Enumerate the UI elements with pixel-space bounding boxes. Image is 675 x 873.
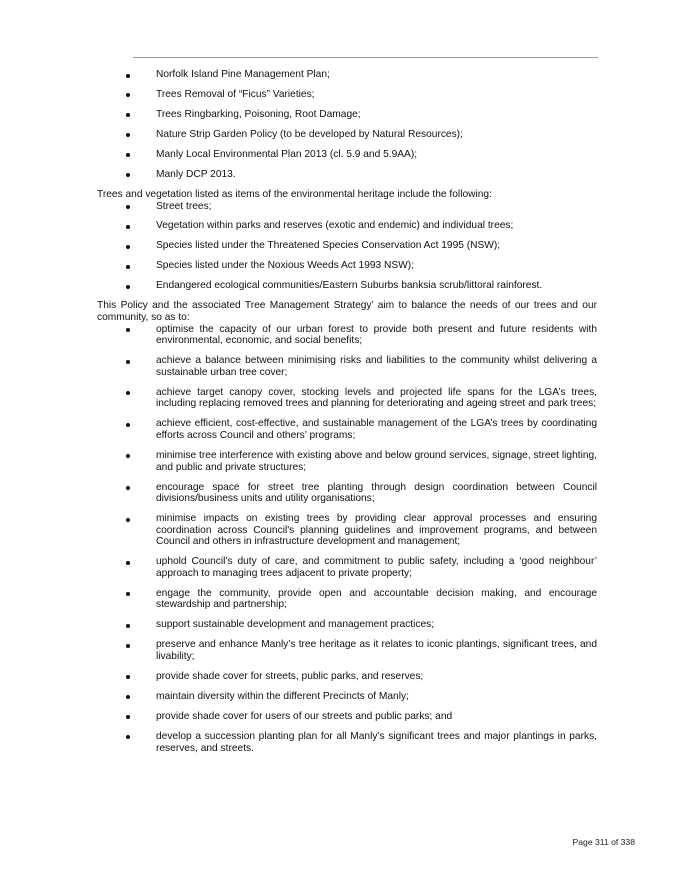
list-item bbox=[97, 711, 597, 723]
bullet-icon bbox=[126, 423, 130, 427]
list-item bbox=[97, 89, 597, 101]
list-item bbox=[97, 639, 597, 662]
bullet-icon bbox=[126, 328, 130, 332]
heritage-intro-paragraph: Trees and vegetation listed as items of the environmental heritage include the following: bbox=[97, 188, 492, 200]
list-item bbox=[97, 513, 597, 548]
list-item-text: Trees Ringbarking, Poisoning, Root Damage; bbox=[156, 108, 361, 120]
policy-aims-paragraph: This Policy and the associated Tree Management Strategy’ aim to balance the needs of our trees and our community, so as to: bbox=[97, 300, 597, 324]
list-item-text: Endangered ecological communities/Eastern Suburbs banksia scrub/littoral rainforest. bbox=[156, 280, 543, 292]
bullet-icon bbox=[126, 695, 130, 699]
list-item-text: engage the community, provide open and accountable decision making, and encourage stewardship and partnership; bbox=[156, 587, 597, 611]
list-item-text: Manly DCP 2013. bbox=[156, 168, 236, 180]
list-item-text: uphold Council’s duty of care, and commitment to public safety, including a ‘good neighbour’ approach to managing trees adjacent to private property; bbox=[156, 556, 597, 579]
list-item-text: Street trees; bbox=[156, 200, 212, 212]
list-item bbox=[97, 418, 597, 441]
list-item bbox=[97, 731, 597, 754]
list-item bbox=[97, 671, 597, 683]
bullet-icon bbox=[126, 173, 130, 177]
list-item bbox=[97, 129, 597, 141]
list-item bbox=[97, 355, 597, 378]
list-item bbox=[97, 450, 597, 473]
list-item-text: Trees Removal of “Ficus” Varieties; bbox=[156, 88, 315, 100]
bullet-icon bbox=[126, 592, 130, 596]
list-item bbox=[97, 220, 597, 232]
list-item bbox=[97, 201, 597, 213]
list-item-text: minimise impacts on existing trees by providing clear approval processes and ensuring coordination across Council's planning guidelines and improvement programs, and between Council and others in infrastructure development and management; bbox=[156, 513, 597, 548]
list-item bbox=[97, 387, 597, 410]
bullet-icon bbox=[126, 225, 130, 229]
bullet-icon bbox=[126, 675, 130, 679]
list-item-text: Vegetation within parks and reserves (exotic and endemic) and individual trees; bbox=[156, 220, 514, 232]
bullet-icon bbox=[126, 715, 130, 719]
list-item bbox=[97, 149, 597, 161]
list-item-text: achieve a balance between minimising risks and liabilities to the community whilst delivering a sustainable urban tree cover; bbox=[156, 355, 597, 378]
page-number: Page 311 of 338 bbox=[572, 837, 635, 847]
list-item bbox=[97, 619, 597, 631]
bullet-icon bbox=[126, 644, 130, 648]
list-item bbox=[97, 260, 597, 272]
related-policies-list bbox=[97, 69, 597, 181]
heritage-items-list bbox=[97, 201, 597, 293]
list-item-text: optimise the capacity of our urban forest to provide both present and future residents with environmental, economic, and social benefits; bbox=[156, 323, 597, 347]
bullet-icon bbox=[126, 735, 130, 739]
bullet-icon bbox=[126, 205, 130, 209]
bullet-icon bbox=[126, 265, 130, 269]
list-item-text: achieve efficient, cost-effective, and sustainable management of the LGA’s trees by coordinating efforts across Council and others’ programs; bbox=[156, 418, 597, 441]
list-item-text: Species listed under the Noxious Weeds Act 1993 NSW); bbox=[156, 260, 415, 272]
list-item-text: Norfolk Island Pine Management Plan; bbox=[156, 69, 330, 80]
list-item bbox=[97, 69, 597, 81]
bullet-icon bbox=[126, 360, 130, 364]
list-item-text: Manly Local Environmental Plan 2013 (cl. 5.9 and 5.9AA); bbox=[156, 148, 418, 160]
list-item-text: Nature Strip Garden Policy (to be developed by Natural Resources); bbox=[156, 128, 463, 140]
list-item bbox=[97, 588, 597, 611]
bullet-icon bbox=[126, 113, 130, 117]
bullet-icon bbox=[126, 285, 130, 289]
list-item-text: preserve and enhance Manly’s tree heritage as it relates to iconic plantings, significant trees, and livability; bbox=[156, 639, 597, 662]
bullet-icon bbox=[126, 518, 130, 522]
bullet-icon bbox=[126, 624, 130, 628]
bullet-icon bbox=[126, 454, 130, 458]
list-item bbox=[97, 482, 597, 505]
list-item-text: encourage space for street tree planting through design coordination between Council divisions/business units and utility organisations; bbox=[156, 481, 597, 505]
bullet-icon bbox=[126, 74, 130, 78]
bullet-icon bbox=[126, 93, 130, 97]
list-item-text: provide shade cover for users of our streets and public parks; and bbox=[156, 710, 453, 722]
list-item bbox=[97, 691, 597, 703]
list-item-text: Species listed under the Threatened Species Conservation Act 1995 (NSW); bbox=[156, 240, 501, 252]
list-item bbox=[97, 324, 597, 347]
bullet-icon bbox=[126, 153, 130, 157]
list-item-text: develop a succession planting plan for all Manly’s significant trees and major plantings in parks, reserves, and streets. bbox=[156, 730, 597, 754]
bullet-icon bbox=[126, 133, 130, 137]
bullet-icon bbox=[126, 486, 130, 490]
list-item bbox=[97, 240, 597, 252]
list-item-text: provide shade cover for streets, public parks, and reserves; bbox=[156, 670, 424, 682]
header-rule bbox=[133, 57, 598, 58]
bullet-icon bbox=[126, 391, 130, 395]
list-item-text: support sustainable development and management practices; bbox=[156, 619, 435, 631]
bullet-icon bbox=[126, 561, 130, 565]
list-item-text: maintain diversity within the different Precincts of Manly; bbox=[156, 690, 409, 702]
list-item bbox=[97, 556, 597, 579]
list-item-text: minimise tree interference with existing above and below ground services, signage, street lighting, and public and private structures; bbox=[156, 449, 597, 473]
policy-aims-list bbox=[97, 324, 597, 755]
bullet-icon bbox=[126, 245, 130, 249]
list-item bbox=[97, 109, 597, 121]
list-item bbox=[97, 280, 597, 292]
list-item-text: achieve target canopy cover, stocking levels and projected life spans for the LGA’s trees, including replacing removed trees and planning for deteriorating and ageing street and park trees; bbox=[156, 386, 597, 410]
document-body bbox=[97, 69, 597, 763]
list-item bbox=[97, 169, 597, 181]
